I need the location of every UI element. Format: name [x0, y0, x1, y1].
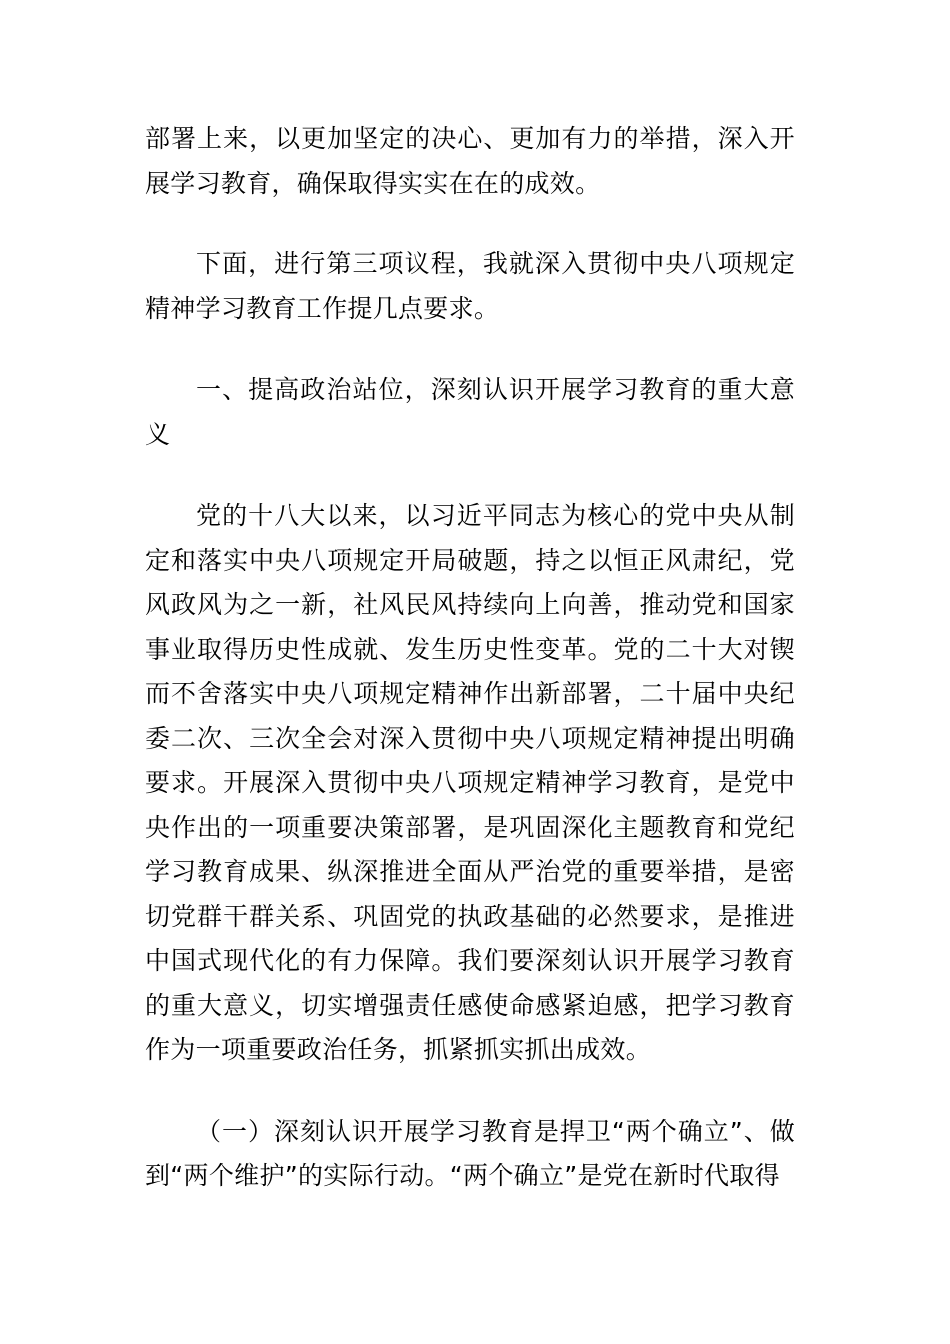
paragraph-continuation: 部署上来，以更加坚定的决心、更加有力的举措，深入开展学习教育，确保取得实实在在的成效。 [145, 124, 795, 198]
paragraph-significance: 党的十八大以来，以习近平同志为核心的党中央从制定和落实中央八项规定开局破题，持之以恒正风肃纪，党风政风为之一新，社风民风持续向上向善，推动党和国家事业取得历史性成就、发生历史性变革。党的二十大对锲而不舍落实中央八项规定精神作出新部署，二十届中央纪委二次、三次全会对深入贯彻中央八项规定精神提出明确要求。开展深入贯彻中央八项规定精神学习教育，是党中央作出的一项重要决策部署，是巩固深化主题教育和党纪学习教育成果、纵深推进全面从严治党的重要举措，是密切党群干群关系、巩固党的执政基础的必然要求，是推进中国式现代化的有力保障。我们要深刻认识开展学习教育的重大意义，切实增强责任感使命感紧迫感，把学习教育作为一项重要政治任务，抓紧抓实抓出成效。 [145, 501, 795, 1064]
subsection-heading-1: （一）深刻认识开展学习教育是捍卫“两个确立”、做到“两个维护”的实际行动。“两个确立”是党在新时代取得 [145, 1116, 795, 1190]
document-body [145, 117, 795, 1199]
paragraph-agenda-intro: 下面，进行第三项议程，我就深入贯彻中央八项规定精神学习教育工作提几点要求。 [145, 249, 795, 323]
section-heading-1: 一、提高政治站位，深刻认识开展学习教育的重大意义 [145, 375, 795, 449]
